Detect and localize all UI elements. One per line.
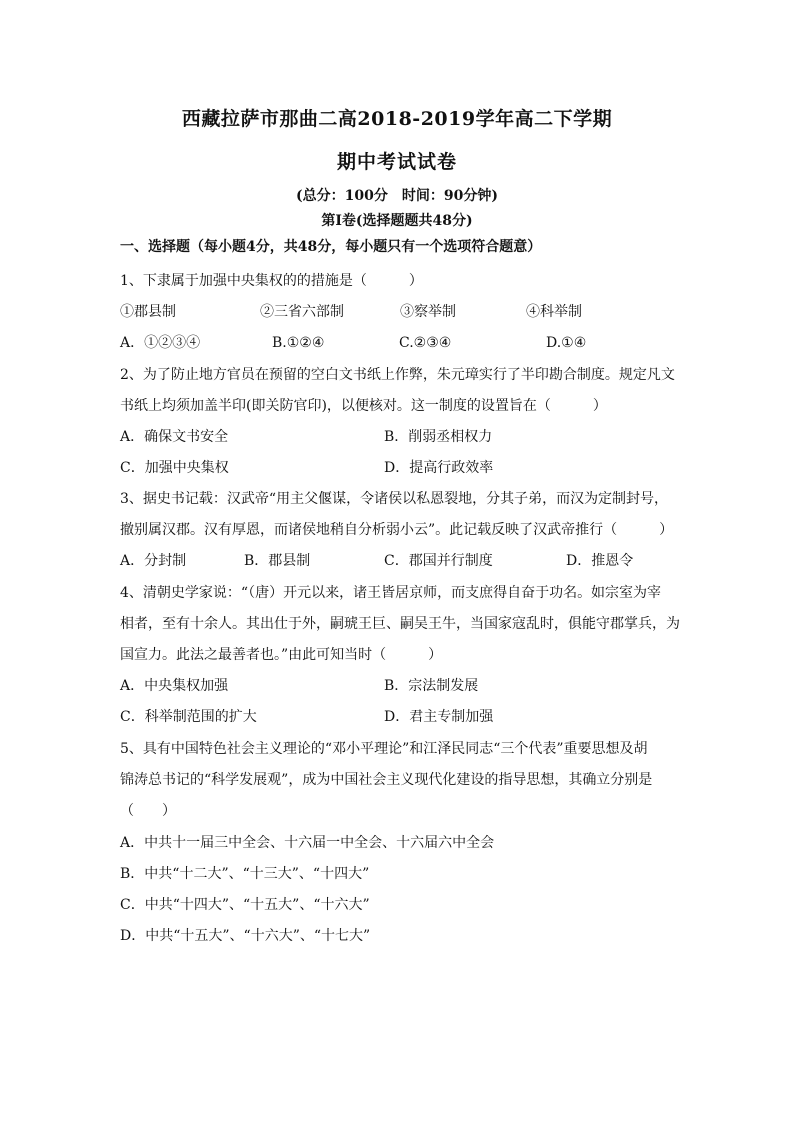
option-b: B．郡县制 [244, 553, 311, 569]
question-stem-line: 书纸上均须加盖半印(即关防官印)，以便核对。这一制度的设置旨在（ ） [120, 398, 607, 414]
score-time: (总分：100分 时间：90分钟) [296, 188, 498, 204]
question-stem-line: 相者，至有十余人。其出仕于外，嗣琥王巨、嗣吴王牛，当国家寇乱时，俱能守郡掌兵，为 [120, 616, 680, 632]
option-d: D．君主专制加强 [384, 709, 494, 725]
exam-title: 西藏拉萨市那曲二高2018-2019学年高二下学期 [181, 108, 613, 130]
option-d: D.①④ [546, 335, 587, 351]
option-c: C．科举制范围的扩大 [120, 709, 257, 725]
option-a: A．确保文书安全 [120, 429, 229, 445]
question-stem-line: 3、据史书记载：汉武帝“用主父偃谋，令诸侯以私恩裂地，分其子弟，而汉为定制封号， [120, 491, 669, 507]
question-stem-line: 2、为了防止地方官员在预留的空白文书纸上作弊，朱元璋实行了半印勘合制度。规定凡文 [120, 367, 675, 383]
section-heading: 一、选择题（每小题4分，共48分，每小题只有一个选项符合题意） [120, 239, 542, 255]
option-b: B．宗法制发展 [384, 678, 479, 694]
option-c: C．中共“十四大”、“十五大”、“十六大” [120, 897, 370, 913]
option-c: C．加强中央集权 [120, 460, 229, 476]
question-stem-line: （ ） [120, 803, 176, 819]
question-stem-line: 1、下隶属于加强中央集权的的措施是（ ） [120, 273, 423, 289]
question-stem-line: 锦涛总书记的“科学发展观”，成为中国社会主义现代化建设的指导思想，其确立分别是 [120, 772, 653, 788]
option-a: A．分封制 [120, 553, 187, 569]
option-b: B．中共“十二大”、“十三大”、“十四大” [120, 866, 370, 882]
option-c: C．郡国并行制度 [384, 553, 493, 569]
option-d: D．推恩令 [566, 553, 634, 569]
statement-item: ①郡县制 [120, 304, 176, 320]
option-b: B.①②④ [272, 335, 325, 351]
statement-item: ③察举制 [400, 304, 456, 320]
option-a: A．中央集权加强 [120, 678, 229, 694]
question-stem-line: 4、清朝史学家说：“（唐）开元以来，诸王皆居京师，而支庶得自奋于功名。如宗室为宰 [120, 585, 662, 601]
option-b: B．削弱丞相权力 [384, 429, 493, 445]
statement-item: ④科举制 [526, 304, 582, 320]
question-stem-line: 撤别属汉郡。汉有厚恩，而诸侯地稍自分析弱小云”。此记载反映了汉武帝推行（ ） [120, 522, 674, 538]
option-d: D．提高行政效率 [384, 460, 494, 476]
option-a: A．中共十一届三中全会、十六届一中全会、十六届六中全会 [120, 835, 495, 851]
question-stem-line: 5、具有中国特色社会主义理论的“邓小平理论”和江泽民同志“三个代表”重要思想及胡 [120, 741, 648, 757]
option-c: C.②③④ [399, 335, 452, 351]
statement-item: ②三省六部制 [260, 304, 344, 320]
question-stem-line: 国宣力。此法之最善者也。”由此可知当时（ ） [120, 647, 443, 663]
option-a: A．①②③④ [120, 335, 201, 351]
exam-subtitle: 期中考试试卷 [336, 151, 457, 173]
option-d: D．中共“十五大”、“十六大”、“十七大” [120, 928, 371, 944]
volume-heading: 第I卷(选择题题共48分) [321, 213, 473, 229]
